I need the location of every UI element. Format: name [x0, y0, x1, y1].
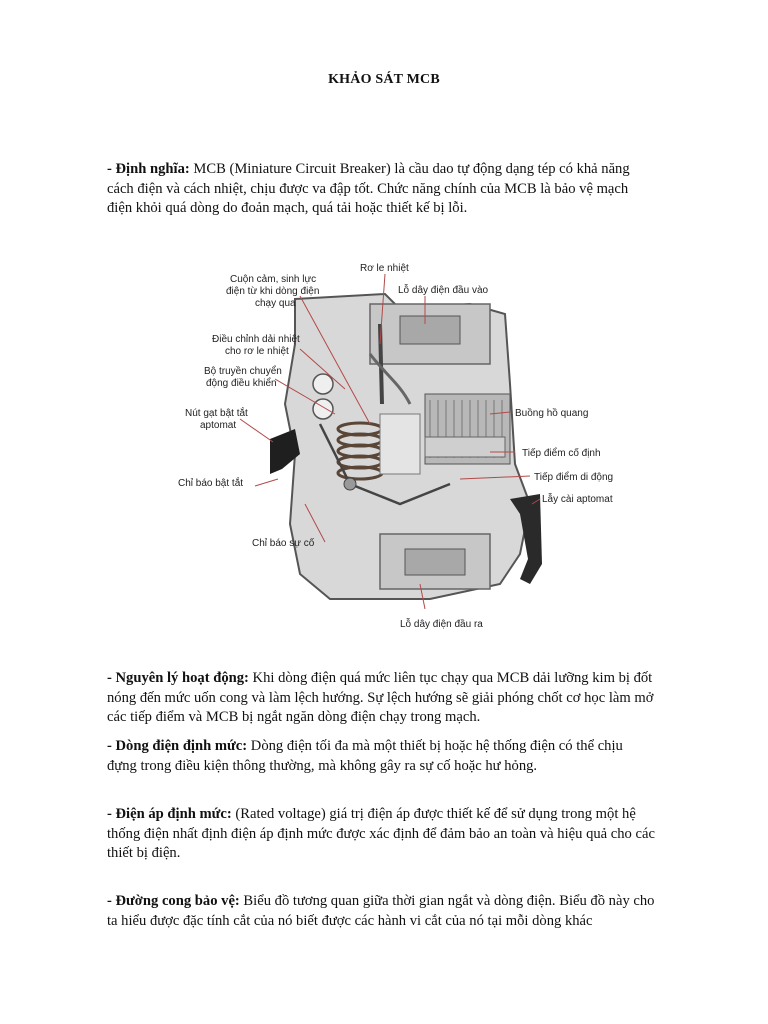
label-thermal-adjust: cho rơ le nhiệt: [225, 346, 289, 357]
document-title: KHẢO SÁT MCB: [328, 72, 440, 87]
svg-text:Lẫy cài aptomat: [542, 492, 613, 505]
label-coil: Cuộn cảm, sinh lực: [230, 274, 317, 285]
paragraph-lead: - Nguyên lý hoạt động:: [107, 670, 249, 686]
paragraph-protection-curve: [107, 892, 655, 931]
paragraph-rated-current: [107, 737, 655, 776]
paragraph-text: Biểu đồ tương quan giữa thời gian ngắt và dòng điện. Biểu đồ này cho ta hiểu được đặc tính cắt của nó biết được các hành vi cắt của nó tại mỗi dòng khác: [107, 893, 655, 929]
label-thermal-adjust: Điều chỉnh dải nhiệt: [212, 334, 300, 345]
label-moving-contact: Tiếp điểm di động: [534, 472, 614, 483]
paragraph-lead: - Đường cong bảo vệ:: [107, 893, 240, 909]
svg-text:Tiếp điểm di động: [534, 471, 613, 483]
svg-text:động điều khiển: [206, 377, 277, 389]
paragraph-text: (Rated voltage) giá trị điện áp được thiết kế để sử dụng trong một hệ thống điện nhất định điện áp định mức được xác định để đảm bảo an toàn và hiệu quả cho các thiết bị điện.: [107, 806, 655, 861]
label-thermal-relay: Rơ le nhiệt: [360, 263, 409, 274]
label-toggle: Nút gạt bật tắt: [185, 408, 248, 419]
label-coil: điện từ khi dòng điện: [226, 286, 320, 297]
paragraph-text: Dòng điện tối đa mà một thiết bị hoặc hệ thống điện có thể chịu đựng trong điều kiện thông thường, mà không gây ra sự cố hoặc hư hỏng.: [107, 738, 623, 774]
svg-text:aptomat: [200, 420, 236, 431]
label-input-hole: Lỗ dây điện đầu vào: [398, 285, 489, 296]
mcb-body: [270, 294, 542, 599]
svg-text:Lỗ dây điện đầu vào: [398, 283, 489, 296]
svg-text:Chỉ báo bật tắt: [178, 476, 243, 489]
svg-text:Lỗ dây điện đầu ra: [400, 617, 483, 630]
svg-text:Điều chỉnh dải nhiệt: [212, 333, 300, 345]
label-onoff-indicator: Chỉ báo bật tắt: [178, 478, 244, 489]
label-fault-indicator: Chỉ báo sự cố: [252, 538, 315, 549]
label-toggle: aptomat: [200, 420, 237, 431]
label-clip: Lẫy cài aptomat: [542, 494, 613, 505]
svg-text:Nút gạt bật tắt: [185, 406, 248, 419]
mcb-diagram: [170, 254, 630, 634]
paragraph-operation: [107, 669, 655, 728]
svg-text:Tiếp điểm cố định: [522, 447, 601, 459]
svg-text:Chỉ báo sự cố: [252, 537, 315, 549]
label-coil: chạy qua: [255, 298, 296, 309]
label-fixed-contact: Tiếp điểm cố định: [522, 448, 601, 459]
label-output-hole: Lỗ dây điện đầu ra: [400, 619, 483, 630]
label-drive: động điều khiển: [206, 378, 277, 389]
svg-text:Bộ truyền chuyển: [204, 365, 282, 377]
paragraph-rated-voltage: [107, 805, 655, 864]
svg-text:Rơ le nhiệt: [360, 263, 409, 274]
paragraph-lead: - Dòng điện định mức:: [107, 738, 248, 754]
label-drive: Bộ truyền chuyển: [204, 366, 282, 377]
svg-text:Cuộn cảm, sinh lực: [230, 274, 316, 285]
paragraph-text: Khi dòng điện quá mức liên tục chạy qua MCB dải lưỡng kim bị đốt nóng đến mức uốn cong và làm lệch hướng. Sự lệch hướng sẽ giải phóng chốt cơ học làm mở các tiếp điểm và MCB bị ngắt ngăn dòng điện chạy trong mạch.: [107, 670, 654, 725]
paragraph-lead: - Điện áp định mức:: [107, 806, 232, 822]
svg-text:điện từ khi dòng điện: [226, 286, 319, 297]
paragraph-text: MCB (Miniature Circuit Breaker) là cầu dao tự động dạng tép có khả năng cách điện và cách nhiệt, chịu được va đập tốt. Chức năng chính của MCB là bảo vệ mạch điện khỏi quá dòng do đoản mạch, quá tải hoặc thiết kế bị lỗi.: [107, 161, 630, 216]
label-arc-chamber: Buồng hồ quang: [515, 408, 589, 419]
svg-text:cho rơ le nhiệt: [225, 346, 289, 357]
svg-text:chạy qua: [255, 298, 296, 309]
paragraph-lead: - Định nghĩa:: [107, 161, 190, 177]
paragraph-definition: [107, 160, 655, 219]
svg-text:Buồng hồ quang: [515, 407, 588, 419]
mcb-cutaway-figure: [170, 254, 630, 634]
